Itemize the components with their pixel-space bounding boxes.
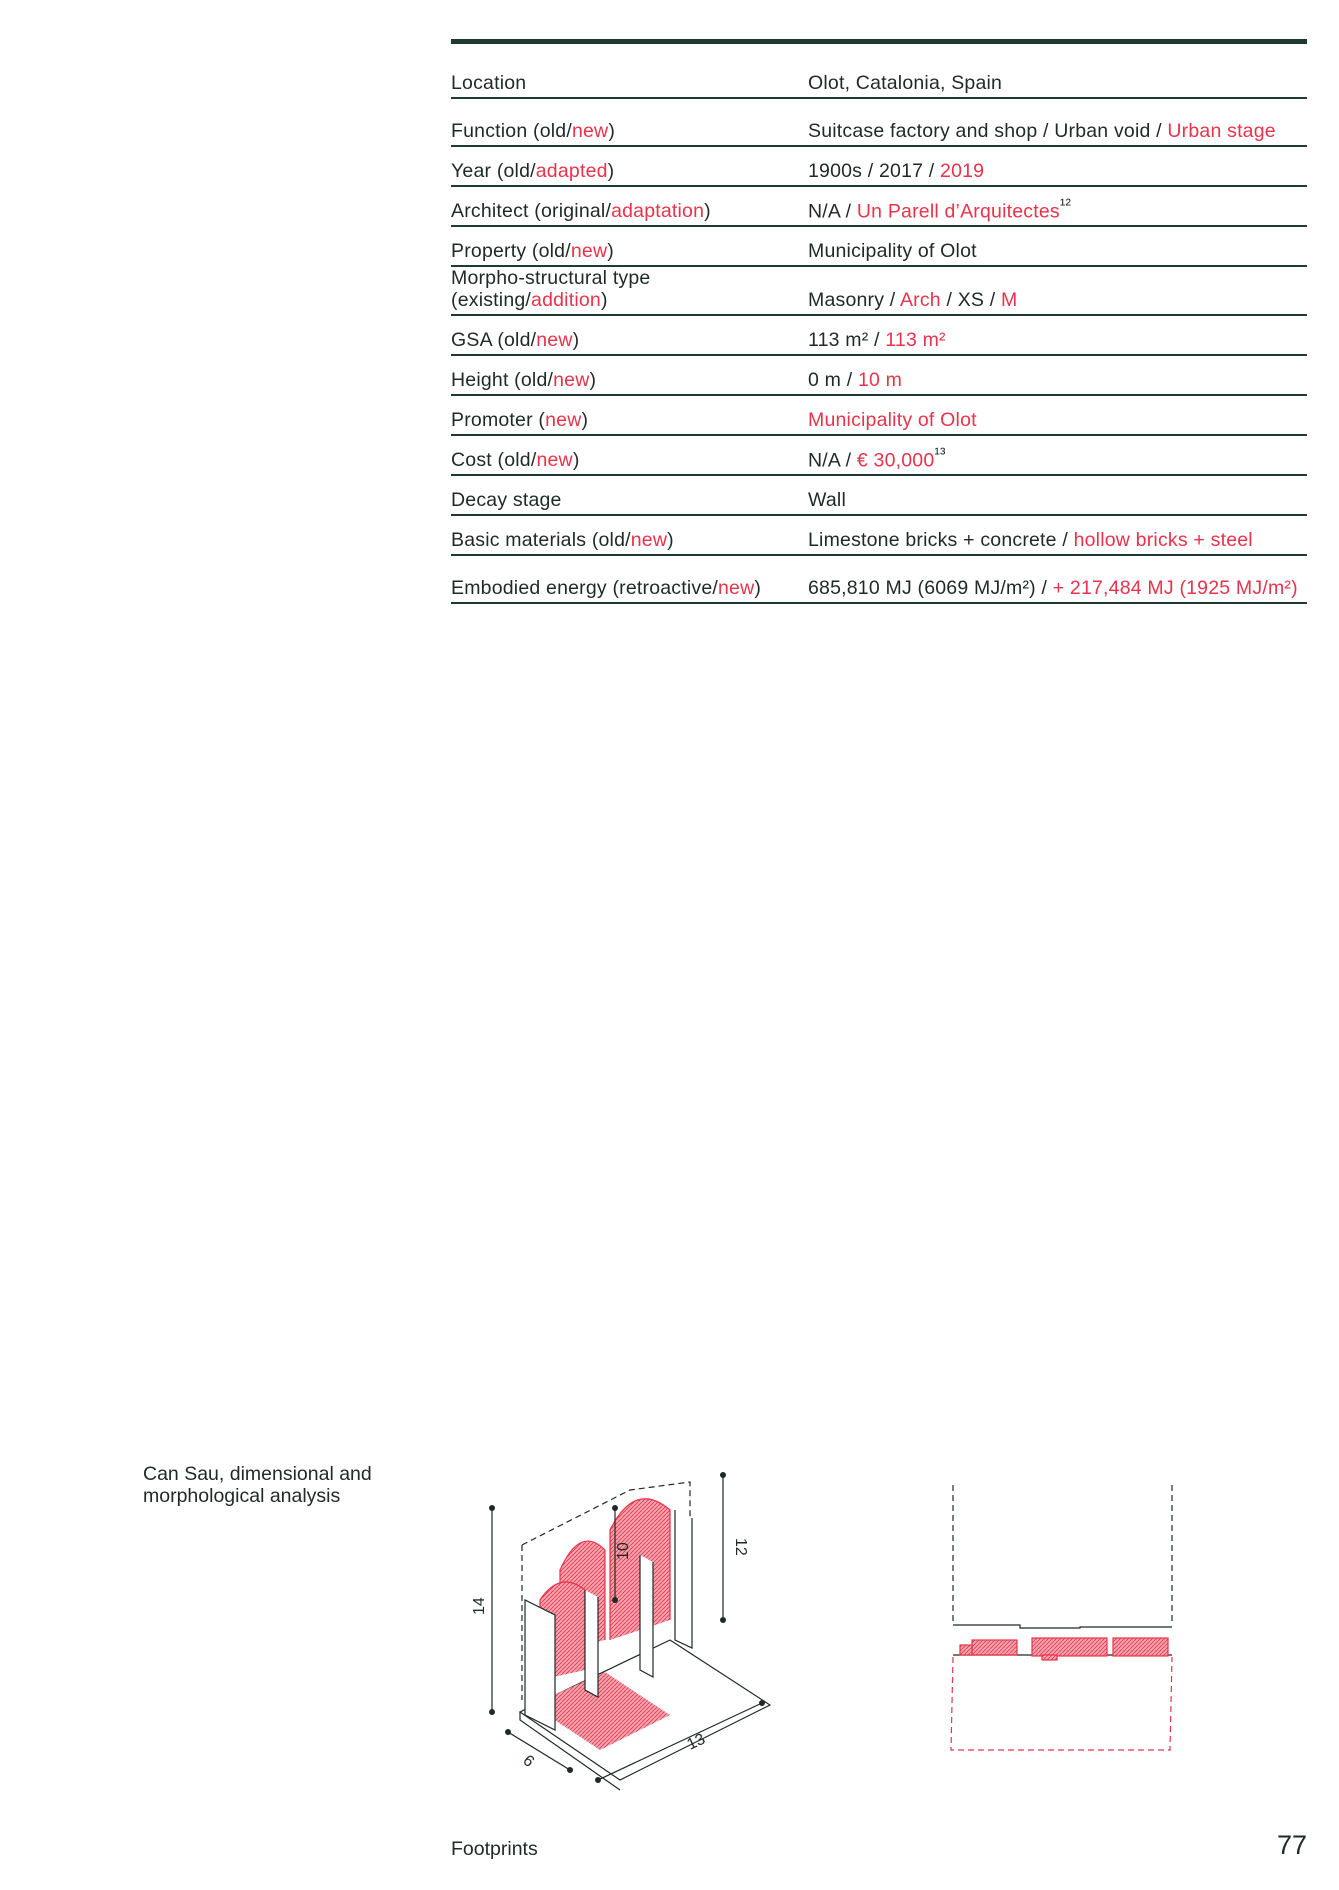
spec-row [451,227,1307,267]
spec-row [451,267,1307,316]
dim-length-label: 13 [684,1730,708,1754]
spec-label: Function (old/new) [451,120,616,142]
spec-row [451,356,1307,396]
plan-drawing [950,1485,1175,1755]
spec-value: 1900s / 2017 / 2019 [808,160,985,182]
spec-value: Municipality of Olot [808,240,977,262]
spec-label: Decay stage [451,489,562,511]
spec-value: Wall [808,489,846,511]
spec-table [451,72,1307,604]
spec-row [451,476,1307,516]
spec-row [451,396,1307,436]
spec-row [451,72,1307,99]
dim-height-label: 14 [471,1597,488,1615]
spec-value: 0 m / 10 m [808,369,903,391]
footer-section-title: Footprints [451,1838,538,1860]
spec-row [451,99,1307,147]
spec-value: Limestone bricks + concrete / hollow bricks + steel [808,529,1253,551]
spec-row [451,556,1307,604]
spec-label: GSA (old/new) [451,329,580,351]
top-rule [451,39,1307,44]
spec-label: Location [451,72,527,94]
spec-value: Municipality of Olot [808,409,977,431]
spec-row [451,316,1307,356]
spec-label: Property (old/new) [451,240,614,262]
spec-label: Basic materials (old/new) [451,529,674,551]
page-number: 77 [1276,1830,1307,1860]
figure-caption: Can Sau, dimensional and morphological analysis [143,1463,372,1507]
spec-row [451,436,1307,476]
dim-depth-label: 6 [519,1752,538,1771]
spec-label: Embodied energy (retroactive/new) [451,577,762,599]
spec-value: N/A / Un Parell d’Arquitectes$^{^{12}}$ [808,195,1072,222]
spec-value: Suitcase factory and shop / Urban void / Urban stage [808,120,1276,142]
spec-value: Olot, Catalonia, Spain [808,72,1003,94]
spec-label: Promoter (new) [451,409,589,431]
spec-label: Cost (old/new) [451,449,580,471]
axonometric-drawing [470,1450,790,1780]
spec-row [451,516,1307,556]
spec-row [451,147,1307,187]
dim-arch-label: 10 [615,1542,632,1560]
dim-addition-label: 12 [732,1538,749,1556]
spec-label: Morpho-structural type (existing/addition) [451,267,651,311]
spec-label: Architect (original/adaptation) [451,200,711,222]
spec-row [451,187,1307,227]
spec-value: Masonry / Arch / XS / M [808,289,1018,311]
spec-value: N/A / € $30,000^{^{13}}$ [808,444,946,471]
spec-value: 685,810 MJ (6069 MJ/m²) / + 217,484 MJ (1925 MJ/m²) [808,577,1298,599]
spec-value: 113 m² / 113 m² [808,329,946,351]
spec-label: Height (old/new) [451,369,597,391]
spec-label: Year (old/adapted) [451,160,615,182]
